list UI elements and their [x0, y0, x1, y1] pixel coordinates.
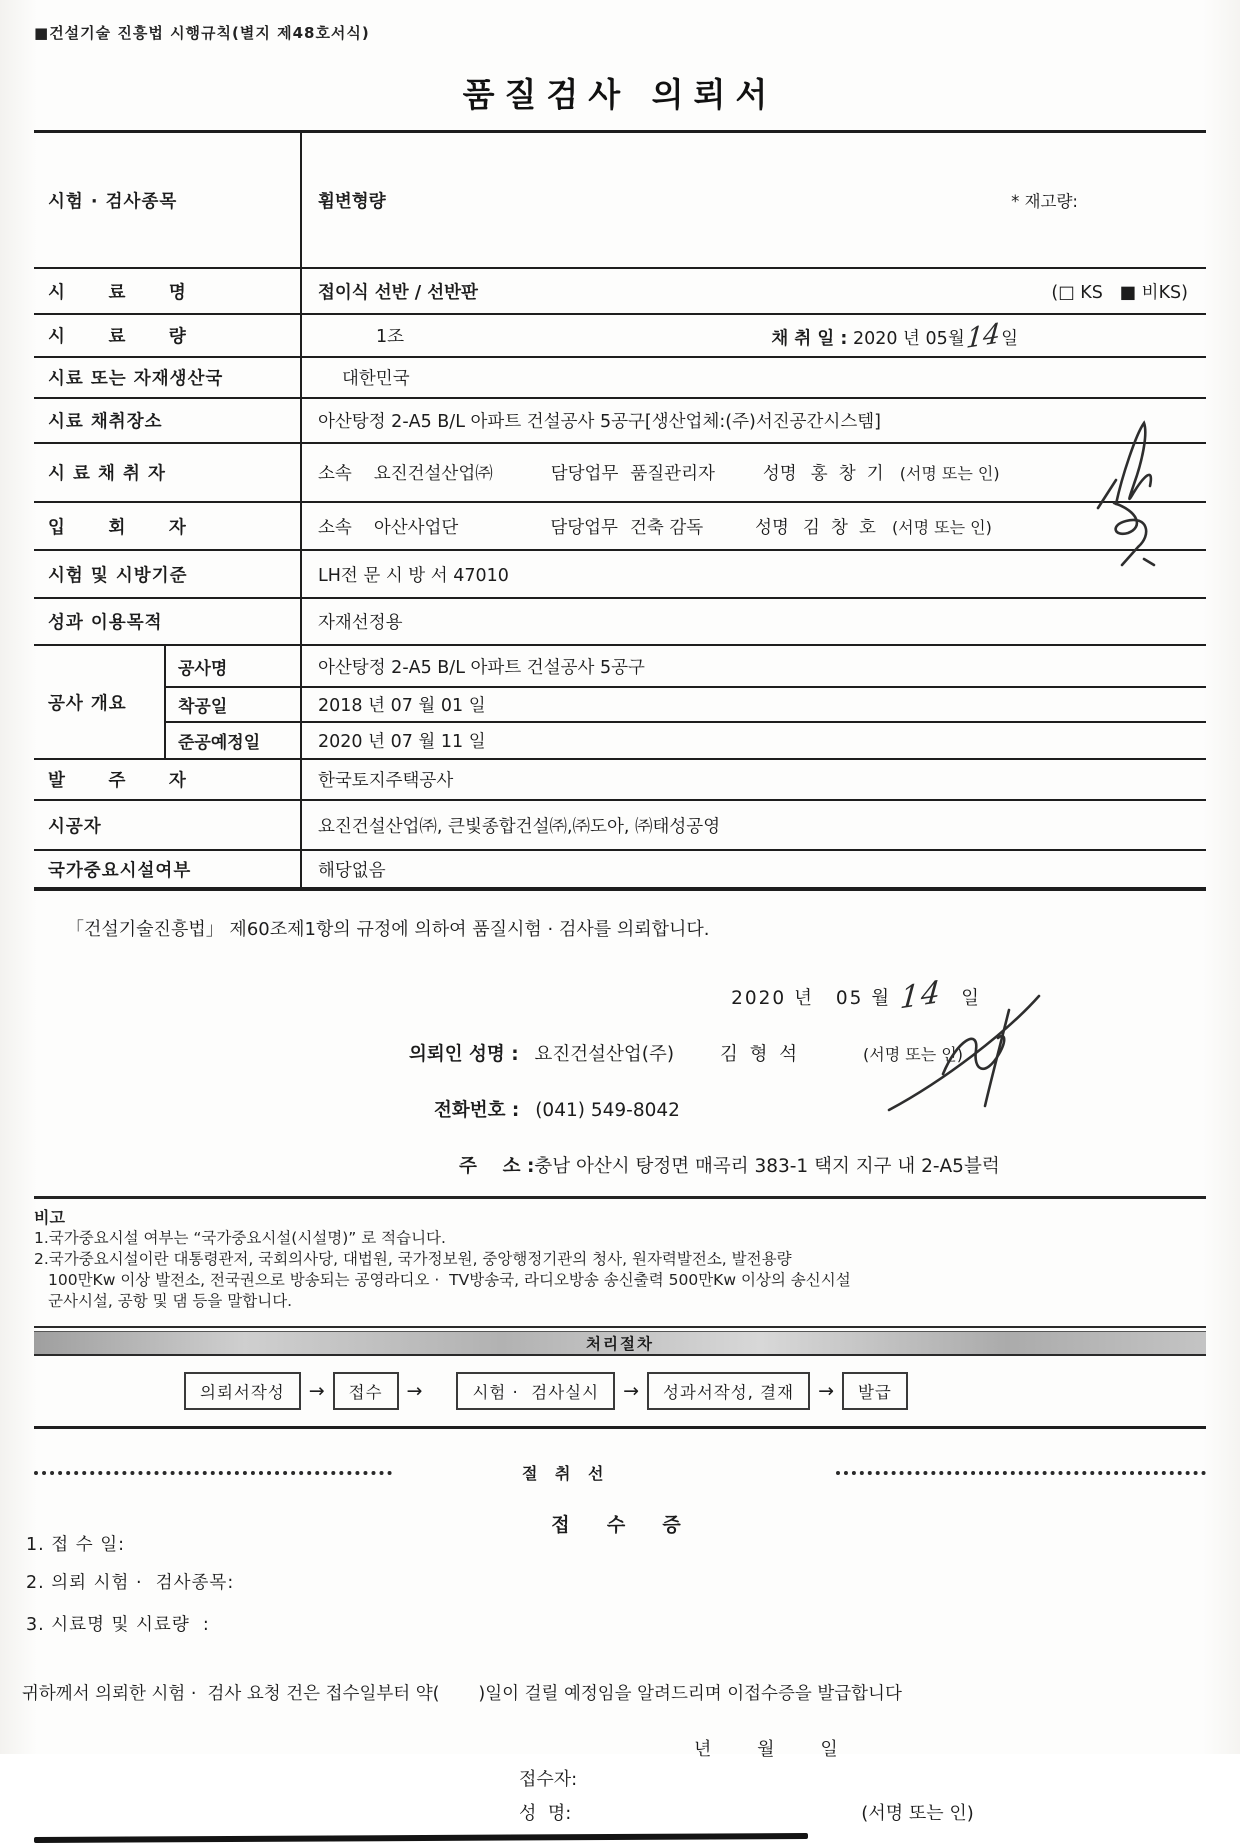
applicant-line	[409, 1040, 1206, 1066]
receiver-sign-note: (서명 또는 인)	[861, 1803, 974, 1824]
row-purpose	[34, 599, 1206, 646]
collector-name-label: 성명	[762, 464, 797, 484]
test-item-value: 휨변형량	[318, 191, 386, 212]
contractor-value: 요진건설산업㈜, 큰빛종합건설㈜,㈜도아, ㈜태성공영	[318, 816, 721, 837]
location-label: 시료 채취장소	[48, 412, 163, 432]
witness-label: 입 회 자	[48, 517, 187, 538]
project-name-label: 공사명	[164, 646, 300, 686]
handwritten-collect-day: 14	[964, 317, 1002, 356]
row-owner	[34, 760, 1206, 801]
owner-value: 한국토지주택공사	[318, 771, 454, 791]
sample-qty-value-cell	[300, 315, 1206, 356]
purpose-value-cell	[300, 599, 1206, 644]
project-label: 공사 개요	[48, 693, 127, 714]
applicant-label: 의뢰인 성명 :	[409, 1044, 519, 1065]
witness-value-cell	[300, 503, 1206, 549]
project-completion-text: 2020 년 07 월 11 일	[318, 732, 486, 752]
regulation-note	[34, 22, 1206, 43]
origin-value: 대한민국	[342, 369, 410, 389]
critical-facility-value-cell	[300, 851, 1206, 887]
location-value: 아산탕정 2-A5 B/L 아파트 건설공사 5공구[생산업체:(주)서진공간시스템]	[318, 412, 881, 432]
collector-affil-label: 소속	[318, 464, 352, 484]
sample-qty-label: 시 료 량	[48, 327, 187, 347]
purpose-label: 성과 이용목적	[48, 613, 163, 633]
collect-date	[771, 317, 1018, 356]
ks-checkbox-group: (□ KS ■ 비KS)	[1051, 282, 1188, 303]
process-title-bar	[34, 1331, 1206, 1356]
address-line	[459, 1152, 1206, 1178]
owner-value-cell	[300, 760, 1206, 799]
sample-name-value-cell	[300, 269, 1206, 313]
contractor-label: 시공자	[48, 816, 102, 837]
handwritten-declaration-day: 14	[898, 974, 944, 1017]
notes-section	[34, 1207, 1206, 1312]
project-start-label: 착공일	[164, 688, 300, 721]
origin-value-cell	[300, 358, 1206, 397]
standard-value-cell	[300, 551, 1206, 597]
collector-affil: 요진건설산업㈜	[373, 464, 493, 484]
note-line-1: 1.국가중요시설 여부는 “국가중요시설(시설명)” 로 적습니다.	[34, 1229, 446, 1247]
collector-value-cell	[300, 444, 1206, 501]
page-title: 품질검사 의뢰서	[462, 75, 778, 114]
purpose-value: 자재선정용	[318, 613, 403, 633]
row-collector	[34, 444, 1206, 503]
row-test-item	[34, 133, 1206, 269]
row-sample-qty	[34, 315, 1206, 358]
arrow-icon: →	[406, 1380, 423, 1402]
collect-date-day-suffix: 일	[1001, 329, 1018, 349]
contractor-value-cell	[300, 801, 1206, 849]
witness-sign-note: (서명 또는 인)	[891, 517, 992, 537]
origin-label: 시료 또는 자재생산국	[48, 369, 224, 389]
flow-step-reception: 접수	[333, 1372, 399, 1410]
regulation-text: 건설기술 진흥법 시행규칙(별지 제48호서식)	[49, 24, 370, 42]
collect-date-year: 2020 년	[852, 329, 920, 349]
critical-facility-label: 국가중요시설여부	[48, 860, 192, 881]
project-name-text: 아산탕정 2-A5 B/L 아파트 건설공사 5공구	[318, 657, 645, 678]
project-completion-value	[300, 723, 1206, 758]
notes-title: 비고	[34, 1208, 65, 1227]
process-bottom-line	[34, 1426, 1206, 1429]
row-standard	[34, 551, 1206, 599]
collector-name: 홍 창 기	[810, 464, 884, 484]
project-name-value	[300, 646, 1206, 686]
witness-affil: 아산사업단	[373, 517, 459, 538]
witness-duty: 건축 감독	[629, 517, 704, 538]
project-start-text: 2018 년 07 월 01 일	[318, 696, 486, 716]
row-critical-facility	[34, 851, 1206, 887]
phone-line	[434, 1096, 1206, 1122]
receipt-item-3: 3. 시료명 및 시료량 :	[26, 1615, 210, 1635]
phone-label: 전화번호 :	[434, 1100, 520, 1121]
location-value-cell	[300, 399, 1206, 442]
test-item-value-cell	[300, 133, 1206, 267]
receiver-line: 접수자:	[519, 1769, 578, 1790]
cut-line-dots-left	[34, 1471, 392, 1475]
applicant-company: 요진건설산업(주)	[534, 1044, 675, 1065]
receipt-item-2: 2. 의뢰 시험 · 검사종목:	[26, 1573, 235, 1593]
applicant-name: 김 형 석	[719, 1044, 798, 1065]
arrow-icon: →	[623, 1380, 639, 1402]
receipt-item-1: 1. 접 수 일:	[26, 1535, 125, 1555]
row-sample-name	[34, 269, 1206, 315]
witness-name-label: 성명	[755, 517, 789, 538]
receipt-date-blank: 년 월 일	[694, 1739, 838, 1760]
cut-line-dots-right	[836, 1471, 1206, 1475]
collect-date-month: 05월	[925, 329, 965, 349]
flow-step-testing: 시험 · 검사실시	[456, 1372, 615, 1410]
project-row-completion	[164, 723, 1206, 758]
section-divider	[34, 1196, 1206, 1199]
process-flow	[184, 1372, 1206, 1410]
project-completion-label: 준공예정일	[164, 723, 300, 758]
declaration-month: 05 월	[835, 988, 892, 1009]
witness-affil-label: 소속	[318, 517, 352, 538]
stock-label: * 재고량:	[1011, 192, 1078, 211]
address-value: 충남 아산시 탕정면 매곡리 383-1 택지 지구 내 2-A5블럭	[534, 1156, 1000, 1177]
collector-label: 시 료 채 취 자	[48, 464, 166, 484]
main-form-table	[34, 130, 1206, 891]
declaration-statement: 「건설기술진흥법」 제60조제1항의 규정에 의하여 품질시험 · 검사를 의뢰합니다.	[66, 919, 710, 940]
process-title: 처리절차	[586, 1335, 654, 1353]
witness-name: 김 창 호	[802, 517, 876, 538]
arrow-icon: →	[308, 1380, 325, 1402]
receiver-name-label: 성 명:	[519, 1803, 572, 1824]
collector-duty-label: 담당업무	[550, 464, 619, 484]
applicant-sign-note: (서명 또는 인)	[863, 1045, 963, 1064]
receipt-notice: 귀하께서 의뢰한 시험 · 검사 요청 건은 접수일부터 약( )일이 걸릴 예정임을 알려드리며 이접수증을 발급합니다	[22, 1684, 902, 1704]
row-contractor	[34, 801, 1206, 851]
flow-step-report: 성과서작성, 결재	[647, 1372, 810, 1410]
note-line-2c: 군사시설, 공항 및 댐 등을 말합니다.	[48, 1292, 293, 1310]
phone-value: (041) 549-8042	[535, 1100, 680, 1121]
scan-edge-artifact	[34, 1833, 808, 1843]
project-row-start	[164, 688, 1206, 723]
project-start-value	[300, 688, 1206, 721]
collector-duty: 품질관리자	[630, 464, 715, 484]
note-line-2a: 2.국가중요시설이란 대통령관저, 국회의사당, 대법원, 국가정보원, 중앙행정기관의 청사, 원자력발전소, 발전용량	[34, 1250, 792, 1268]
sample-qty-value: 1조	[376, 327, 405, 347]
test-item-label: 시험 · 검사종목	[48, 191, 178, 212]
note-line-2b: 100만Kw 이상 발전소, 전국권으로 방송되는 공영라디오 · TV방송국, 라디오방송 송신출력 500만Kw 이상의 송신시설	[48, 1271, 851, 1289]
sample-name-value: 접이식 선반 / 선반판	[318, 282, 478, 303]
square-bullet-icon: ■	[34, 24, 50, 42]
collector-sign-note: (서명 또는 인)	[899, 464, 1000, 483]
project-subtable	[164, 646, 1206, 758]
row-origin	[34, 358, 1206, 399]
flow-step-request: 의뢰서작성	[184, 1372, 301, 1410]
arrow-icon: →	[818, 1380, 834, 1402]
row-location	[34, 399, 1206, 444]
receipt-title: 접 수 증	[551, 1514, 689, 1536]
witness-duty-label: 담당업무	[550, 517, 618, 538]
critical-facility-value: 해당없음	[318, 860, 386, 881]
owner-label: 발 주 자	[48, 771, 187, 791]
declaration-date	[34, 974, 1206, 1017]
flow-step-issue: 발급	[842, 1372, 908, 1410]
cut-line-label: 절 취 선	[522, 1464, 610, 1483]
declaration-year: 2020 년	[731, 988, 814, 1009]
declaration-day-suffix: 일	[961, 988, 981, 1009]
project-row-name	[164, 646, 1206, 688]
receiver-name-line	[519, 1799, 1206, 1825]
standard-label: 시험 및 시방기준	[48, 565, 188, 586]
process-section	[34, 1326, 1206, 1429]
collect-date-label: 채 취 일 :	[771, 329, 848, 349]
row-witness	[34, 503, 1206, 551]
address-label: 주 소 :	[459, 1156, 535, 1177]
row-project-overview	[34, 646, 1206, 760]
cut-line	[34, 1461, 1206, 1484]
sample-name-label: 시 료 명	[48, 282, 187, 303]
standard-value: LH전 문 시 방 서 47010	[318, 565, 509, 586]
